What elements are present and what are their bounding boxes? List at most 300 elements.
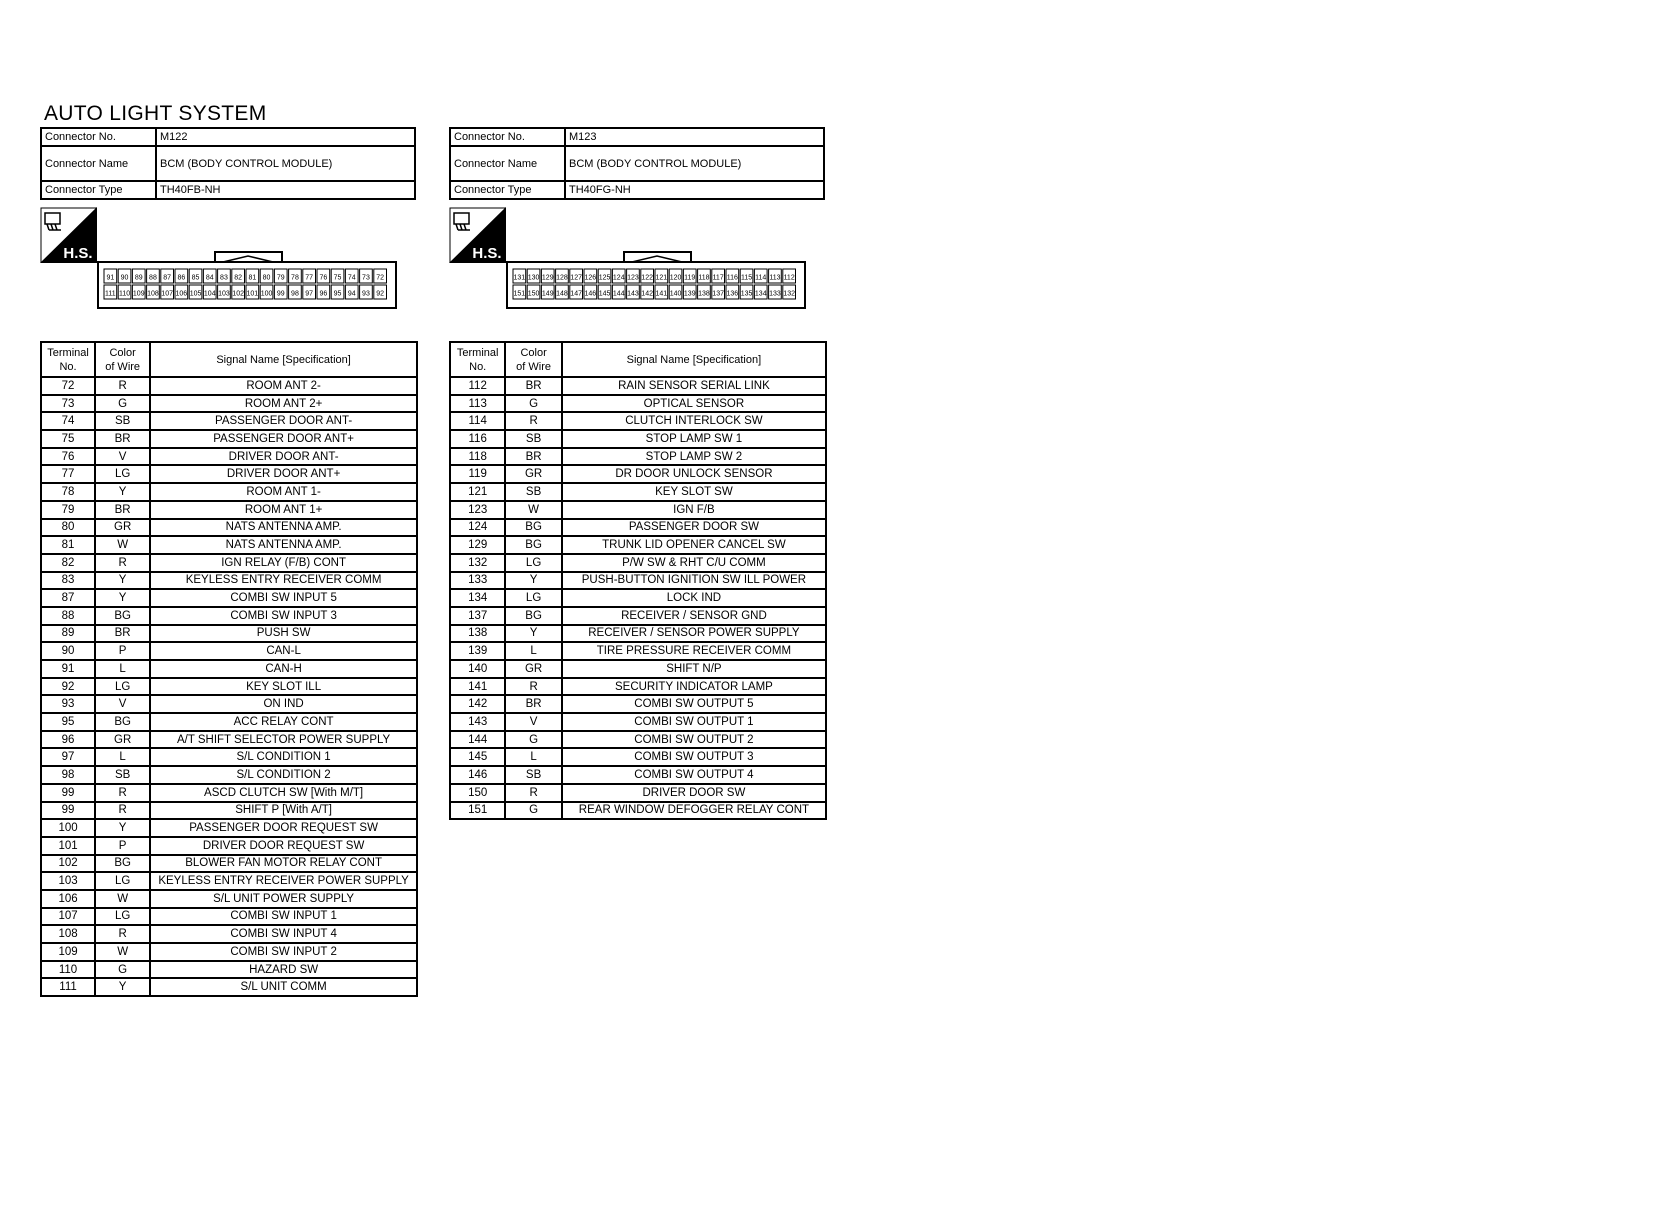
- signal-name-cell: PUSH SW: [150, 625, 417, 643]
- pin-number: 148: [556, 290, 568, 298]
- pin-number: 119: [684, 274, 696, 282]
- pin-number: 89: [134, 274, 143, 282]
- signal-name-cell: COMBI SW INPUT 3: [150, 607, 417, 625]
- terminal-cell: 92: [41, 678, 95, 696]
- wire-color-cell: R: [95, 377, 150, 395]
- pin-number: 90: [120, 274, 129, 282]
- terminal-cell: 110: [41, 961, 95, 979]
- table-row: [450, 642, 826, 660]
- table-row: [450, 448, 826, 466]
- pin-number: 134: [754, 290, 767, 298]
- pin-number: 129: [541, 274, 554, 282]
- pin-number: 114: [755, 274, 767, 282]
- table-row: [450, 572, 826, 590]
- signal-name-cell: COMBI SW OUTPUT 4: [562, 766, 826, 784]
- signal-name-cell: TRUNK LID OPENER CANCEL SW: [562, 536, 826, 554]
- terminal-cell: 97: [41, 748, 95, 766]
- signal-name-cell: OPTICAL SENSOR: [562, 395, 826, 413]
- wire-color-cell: Y: [95, 978, 150, 996]
- terminal-cell: 142: [450, 695, 505, 713]
- table-row: [41, 483, 417, 501]
- table-row: [41, 925, 417, 943]
- wire-color-cell: GR: [95, 731, 150, 749]
- wire-color-cell: P: [95, 642, 150, 660]
- pin-number: 118: [698, 274, 710, 282]
- table-row: [450, 695, 826, 713]
- table-row: [41, 465, 417, 483]
- signal-name-cell: IGN RELAY (F/B) CONT: [150, 554, 417, 572]
- terminal-cell: 121: [450, 483, 505, 501]
- terminal-cell: 139: [450, 642, 505, 660]
- pin-number: 141: [655, 290, 668, 298]
- table-row: [41, 819, 417, 837]
- signal-name-cell: P/W SW & RHT C/U COMM: [562, 554, 826, 572]
- pin-number: 123: [627, 274, 639, 282]
- terminal-cell: 140: [450, 660, 505, 678]
- terminal-header-line2: No.: [469, 360, 487, 373]
- signal-name-cell: COMBI SW INPUT 1: [150, 908, 417, 926]
- pin-number: 150: [527, 290, 540, 298]
- pin-number: 111: [105, 290, 116, 298]
- wire-color-cell: BG: [505, 607, 561, 625]
- terminal-cell: 132: [450, 554, 505, 572]
- table-row: [450, 430, 826, 448]
- wire-color-cell: L: [505, 748, 561, 766]
- terminal-cell: 88: [41, 607, 95, 625]
- pin-number: 105: [189, 290, 202, 298]
- wire-color-cell: LG: [95, 872, 150, 890]
- terminal-cell: 150: [450, 784, 505, 802]
- pin-number: 112: [783, 274, 795, 282]
- connector-name-value: BCM (BODY CONTROL MODULE): [565, 146, 824, 181]
- terminal-table-m122: [40, 341, 418, 997]
- connector-type-label: Connector Type: [450, 181, 565, 199]
- table-row: [450, 589, 826, 607]
- table-row: [41, 695, 417, 713]
- connector-name-label: Connector Name: [450, 146, 565, 181]
- pin-number: 98: [291, 290, 299, 298]
- pin-number: 109: [132, 290, 145, 298]
- signal-name-cell: RECEIVER / SENSOR POWER SUPPLY: [562, 625, 826, 643]
- table-row: [41, 519, 417, 537]
- signal-name-cell: DR DOOR UNLOCK SENSOR: [562, 465, 826, 483]
- signal-name-cell: STOP LAMP SW 1: [562, 430, 826, 448]
- terminal-header: [450, 342, 505, 377]
- table-row: [41, 536, 417, 554]
- pin-number: 93: [362, 290, 370, 298]
- signal-name-cell: TIRE PRESSURE RECEIVER COMM: [562, 642, 826, 660]
- signal-name-cell: KEY SLOT ILL: [150, 678, 417, 696]
- connector-name-label: Connector Name: [41, 146, 156, 181]
- wire-color-cell: BR: [505, 377, 561, 395]
- signal-name-cell: ROOM ANT 1+: [150, 501, 417, 519]
- pin-number: 106: [175, 290, 188, 298]
- signal-name-cell: ACC RELAY CONT: [150, 713, 417, 731]
- signal-name-cell: ASCD CLUTCH SW [With M/T]: [150, 784, 417, 802]
- terminal-cell: 113: [450, 395, 505, 413]
- signal-name-cell: RECEIVER / SENSOR GND: [562, 607, 826, 625]
- table-row: [41, 412, 417, 430]
- terminal-table-m123: [449, 341, 827, 820]
- terminal-cell: 109: [41, 943, 95, 961]
- signal-name-cell: COMBI SW OUTPUT 1: [562, 713, 826, 731]
- signal-name-cell: S/L UNIT POWER SUPPLY: [150, 890, 417, 908]
- terminal-cell: 124: [450, 519, 505, 537]
- terminal-cell: 83: [41, 572, 95, 590]
- pin-number: 120: [669, 274, 682, 282]
- table-row: [450, 395, 826, 413]
- page-title: AUTO LIGHT SYSTEM: [44, 102, 267, 125]
- wire-color-cell: LG: [505, 589, 561, 607]
- pin-number: 87: [163, 274, 172, 282]
- wire-color-cell: Y: [95, 589, 150, 607]
- signal-name-cell: PASSENGER DOOR ANT+: [150, 430, 417, 448]
- wire-color-cell: L: [505, 642, 561, 660]
- pin-number: 125: [598, 274, 611, 282]
- pin-number: 107: [161, 290, 173, 298]
- pin-number: 95: [333, 290, 342, 298]
- wire-color-cell: W: [95, 943, 150, 961]
- table-row: [41, 943, 417, 961]
- table-row: [41, 501, 417, 519]
- terminal-cell: 129: [450, 536, 505, 554]
- wire-color-cell: G: [505, 395, 561, 413]
- terminal-cell: 118: [450, 448, 505, 466]
- table-row: [41, 961, 417, 979]
- pin-number: 86: [177, 274, 186, 282]
- terminal-cell: 98: [41, 766, 95, 784]
- color-header-line2: of Wire: [516, 360, 552, 373]
- signal-header: Signal Name [Specification]: [150, 342, 417, 377]
- signal-name-cell: A/T SHIFT SELECTOR POWER SUPPLY: [150, 731, 417, 749]
- terminal-cell: 123: [450, 501, 505, 519]
- terminal-cell: 99: [41, 802, 95, 820]
- pin-number: 124: [612, 274, 625, 282]
- wire-color-cell: Y: [95, 819, 150, 837]
- terminal-cell: 101: [41, 837, 95, 855]
- table-row: [41, 837, 417, 855]
- wire-color-cell: W: [95, 536, 150, 554]
- terminal-cell: 72: [41, 377, 95, 395]
- pin-number: 110: [118, 290, 131, 298]
- terminal-header-line2: No.: [59, 360, 77, 373]
- terminal-cell: 108: [41, 925, 95, 943]
- table-row: [450, 465, 826, 483]
- wire-color-cell: BR: [505, 448, 561, 466]
- table-row: [41, 908, 417, 926]
- signal-name-cell: ON IND: [150, 695, 417, 713]
- table-row: [41, 802, 417, 820]
- table-row: [450, 748, 826, 766]
- terminal-rows: [41, 377, 417, 996]
- table-row: [41, 642, 417, 660]
- pin-number: 130: [527, 274, 540, 282]
- signal-name-cell: COMBI SW OUTPUT 5: [562, 695, 826, 713]
- terminal-cell: 93: [41, 695, 95, 713]
- wire-color-cell: R: [95, 784, 150, 802]
- table-row: [41, 855, 417, 873]
- table-row: [41, 377, 417, 395]
- signal-name-cell: DRIVER DOOR REQUEST SW: [150, 837, 417, 855]
- table-row: [41, 731, 417, 749]
- table-row: [450, 625, 826, 643]
- wire-color-cell: BR: [95, 501, 150, 519]
- connector-name-value: BCM (BODY CONTROL MODULE): [156, 146, 415, 181]
- wire-color-cell: BG: [505, 519, 561, 537]
- wire-color-cell: V: [505, 713, 561, 731]
- terminal-cell: 99: [41, 784, 95, 802]
- pin-number: 135: [740, 290, 753, 298]
- signal-name-cell: S/L CONDITION 2: [150, 766, 417, 784]
- pin-number: 88: [149, 274, 157, 282]
- pin-number: 73: [362, 274, 370, 282]
- terminal-cell: 76: [41, 448, 95, 466]
- signal-name-cell: COMBI SW INPUT 5: [150, 589, 417, 607]
- table-row: [41, 766, 417, 784]
- wire-color-cell: V: [95, 695, 150, 713]
- wire-color-cell: LG: [95, 678, 150, 696]
- pin-number: 92: [376, 290, 385, 298]
- connector-no-label: Connector No.: [450, 128, 565, 146]
- signal-name-cell: RAIN SENSOR SERIAL LINK: [562, 377, 826, 395]
- terminal-cell: 102: [41, 855, 95, 873]
- signal-name-cell: CAN-H: [150, 660, 417, 678]
- terminal-cell: 119: [450, 465, 505, 483]
- terminal-cell: 82: [41, 554, 95, 572]
- pin-number: 140: [669, 290, 682, 298]
- terminal-cell: 144: [450, 731, 505, 749]
- signal-name-cell: PASSENGER DOOR ANT-: [150, 412, 417, 430]
- terminal-cell: 133: [450, 572, 505, 590]
- signal-name-cell: KEYLESS ENTRY RECEIVER COMM: [150, 572, 417, 590]
- harness-side-icon: [40, 207, 97, 263]
- terminal-cell: 91: [41, 660, 95, 678]
- pin-number: 144: [612, 290, 625, 298]
- pin-number: 139: [683, 290, 696, 298]
- terminal-cell: 106: [41, 890, 95, 908]
- connector-info-m122: [40, 127, 416, 200]
- pin-number: 75: [333, 274, 342, 282]
- wire-color-cell: GR: [505, 660, 561, 678]
- terminal-cell: 112: [450, 377, 505, 395]
- wire-color-cell: W: [95, 890, 150, 908]
- pin-number: 147: [570, 290, 582, 298]
- pin-number: 78: [291, 274, 299, 282]
- terminal-cell: 73: [41, 395, 95, 413]
- signal-name-cell: COMBI SW OUTPUT 3: [562, 748, 826, 766]
- terminal-cell: 79: [41, 501, 95, 519]
- table-row: [41, 430, 417, 448]
- table-row: [41, 713, 417, 731]
- wire-color-cell: BG: [95, 713, 150, 731]
- terminal-cell: 145: [450, 748, 505, 766]
- table-row: [41, 872, 417, 890]
- table-row: [450, 412, 826, 430]
- pin-number: 76: [319, 274, 328, 282]
- table-row: [41, 625, 417, 643]
- table-row: [450, 501, 826, 519]
- pin-number: 126: [584, 274, 597, 282]
- connector-latch: [624, 252, 691, 262]
- terminal-cell: 78: [41, 483, 95, 501]
- pin-number: 77: [305, 274, 314, 282]
- terminal-cell: 143: [450, 713, 505, 731]
- signal-name-cell: COMBI SW OUTPUT 2: [562, 731, 826, 749]
- terminal-rows: [450, 377, 826, 819]
- connector-type-value: TH40FG-NH: [565, 181, 824, 199]
- pin-number: 149: [541, 290, 554, 298]
- wire-color-cell: GR: [505, 465, 561, 483]
- table-row: [41, 448, 417, 466]
- wire-color-cell: V: [95, 448, 150, 466]
- pin-number: 113: [769, 274, 781, 282]
- table-row: [450, 607, 826, 625]
- table-row: [41, 748, 417, 766]
- connector-no-value: M123: [565, 128, 824, 146]
- signal-name-cell: CAN-L: [150, 642, 417, 660]
- wire-color-cell: R: [505, 784, 561, 802]
- connector-type-label: Connector Type: [41, 181, 156, 199]
- terminal-cell: 141: [450, 678, 505, 696]
- table-row: [41, 554, 417, 572]
- signal-name-cell: BLOWER FAN MOTOR RELAY CONT: [150, 855, 417, 873]
- table-row: [41, 678, 417, 696]
- signal-name-cell: CLUTCH INTERLOCK SW: [562, 412, 826, 430]
- terminal-cell: 75: [41, 430, 95, 448]
- pin-number: 83: [220, 274, 228, 282]
- pin-number: 103: [218, 290, 230, 298]
- signal-name-cell: ROOM ANT 2-: [150, 377, 417, 395]
- signal-name-cell: PASSENGER DOOR SW: [562, 519, 826, 537]
- pin-number: 116: [726, 274, 738, 282]
- signal-name-cell: KEYLESS ENTRY RECEIVER POWER SUPPLY: [150, 872, 417, 890]
- table-row: [41, 978, 417, 996]
- wire-color-cell: BG: [95, 607, 150, 625]
- pin-number: 108: [147, 290, 159, 298]
- table-row: [450, 766, 826, 784]
- signal-name-cell: S/L CONDITION 1: [150, 748, 417, 766]
- connector-latch: [215, 252, 282, 262]
- terminal-cell: 111: [41, 978, 95, 996]
- connector-type-value: TH40FB-NH: [156, 181, 415, 199]
- signal-name-cell: STOP LAMP SW 2: [562, 448, 826, 466]
- harness-side-icon: [449, 207, 506, 263]
- wire-color-cell: SB: [505, 766, 561, 784]
- terminal-cell: 137: [450, 607, 505, 625]
- pin-number: 137: [712, 290, 724, 298]
- pin-number: 138: [698, 290, 710, 298]
- signal-name-cell: SHIFT P [With A/T]: [150, 802, 417, 820]
- wire-color-cell: SB: [95, 766, 150, 784]
- pin-number: 80: [262, 274, 271, 282]
- terminal-cell: 116: [450, 430, 505, 448]
- table-row: [450, 519, 826, 537]
- terminal-header: [41, 342, 95, 377]
- pin-number: 72: [376, 274, 385, 282]
- table-row: [450, 554, 826, 572]
- pin-number: 91: [106, 274, 115, 282]
- pin-number: 94: [347, 290, 356, 298]
- signal-name-cell: COMBI SW INPUT 2: [150, 943, 417, 961]
- pin-number: 96: [319, 290, 328, 298]
- terminal-cell: 95: [41, 713, 95, 731]
- signal-name-cell: ROOM ANT 1-: [150, 483, 417, 501]
- signal-name-cell: SHIFT N/P: [562, 660, 826, 678]
- signal-name-cell: SECURITY INDICATOR LAMP: [562, 678, 826, 696]
- terminal-cell: 100: [41, 819, 95, 837]
- signal-name-cell: DRIVER DOOR ANT+: [150, 465, 417, 483]
- signal-header: Signal Name [Specification]: [562, 342, 826, 377]
- color-header-line1: Color: [109, 346, 136, 359]
- hs-label: H.S.: [472, 245, 502, 262]
- color-header: [95, 342, 150, 377]
- pin-number: 142: [641, 290, 653, 298]
- wire-color-cell: G: [95, 961, 150, 979]
- pin-number: 79: [276, 274, 285, 282]
- signal-name-cell: PUSH-BUTTON IGNITION SW ILL POWER: [562, 572, 826, 590]
- wire-color-cell: R: [505, 678, 561, 696]
- wire-color-cell: Y: [505, 572, 561, 590]
- wire-color-cell: G: [95, 395, 150, 413]
- table-row: [450, 784, 826, 802]
- wire-color-cell: SB: [505, 483, 561, 501]
- pin-number: 97: [305, 290, 314, 298]
- pin-number: 99: [276, 290, 285, 298]
- pin-number: 102: [232, 290, 244, 298]
- color-header-line2: of Wire: [105, 360, 141, 373]
- pin-number: 131: [513, 274, 526, 282]
- wire-color-cell: BR: [95, 625, 150, 643]
- signal-name-cell: NATS ANTENNA AMP.: [150, 519, 417, 537]
- table-row: [41, 395, 417, 413]
- wire-color-cell: R: [95, 925, 150, 943]
- table-row: [450, 713, 826, 731]
- pin-number: 143: [627, 290, 639, 298]
- wire-color-cell: BG: [505, 536, 561, 554]
- signal-name-cell: KEY SLOT SW: [562, 483, 826, 501]
- connector-face-m123: [506, 248, 806, 310]
- connector-face-m122: [97, 248, 397, 310]
- table-row: [450, 660, 826, 678]
- wire-color-cell: GR: [95, 519, 150, 537]
- pin-number: 151: [513, 290, 526, 298]
- pin-number: 104: [203, 290, 216, 298]
- terminal-cell: 96: [41, 731, 95, 749]
- wire-color-cell: SB: [505, 430, 561, 448]
- pin-number: 115: [740, 274, 753, 282]
- table-row: [450, 483, 826, 501]
- pin-number: 117: [712, 274, 724, 282]
- pin-number: 127: [570, 274, 582, 282]
- wire-color-cell: LG: [505, 554, 561, 572]
- terminal-cell: 74: [41, 412, 95, 430]
- terminal-cell: 77: [41, 465, 95, 483]
- terminal-header-line1: Terminal: [47, 346, 89, 359]
- pin-number: 84: [205, 274, 214, 282]
- terminal-cell: 80: [41, 519, 95, 537]
- wire-color-cell: SB: [95, 412, 150, 430]
- pin-number: 121: [655, 274, 668, 282]
- signal-name-cell: S/L UNIT COMM: [150, 978, 417, 996]
- table-row: [41, 607, 417, 625]
- wire-color-cell: L: [95, 748, 150, 766]
- pin-number: 133: [769, 290, 781, 298]
- terminal-cell: 146: [450, 766, 505, 784]
- signal-name-cell: COMBI SW INPUT 4: [150, 925, 417, 943]
- hs-label: H.S.: [63, 245, 93, 262]
- signal-name-cell: DRIVER DOOR SW: [562, 784, 826, 802]
- pin-number: 136: [726, 290, 739, 298]
